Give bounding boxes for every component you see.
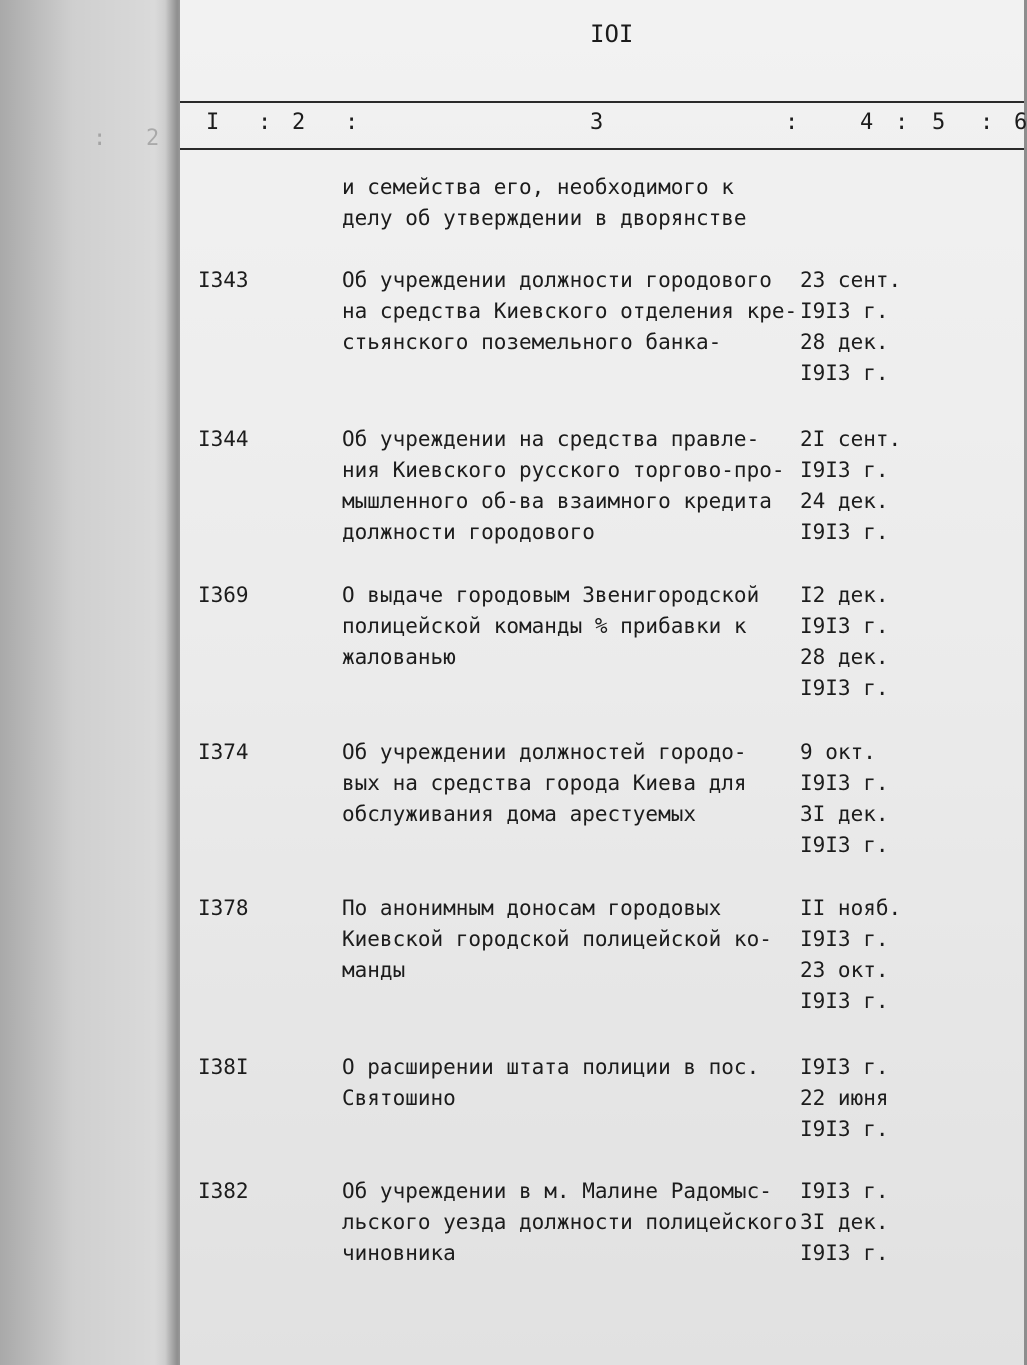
date-line: I9I3 г. [800,1179,889,1203]
column-header-3: 3 [590,110,604,135]
description-line: По анонимным доносам городовых [342,896,722,920]
date-line: 3I дек. [800,1210,889,1234]
description-line: манды [342,958,406,982]
row-number: I378 [198,896,249,920]
description-line: на средства Киевского отделения кре- [342,299,798,323]
date-line: 3I дек. [800,802,889,826]
row-number: I369 [198,583,249,607]
header-rule-top [180,101,1024,103]
header-rule-bottom [180,148,1024,150]
column-header-row [180,110,1027,140]
row-number: I382 [198,1179,249,1203]
date-line: 23 сент. [800,268,902,292]
date-line: I9I3 г. [800,520,889,544]
column-header-sep: : [980,110,994,135]
row-description [342,1052,802,1114]
description-line: чиновника [342,1241,456,1265]
date-line: I2 дек. [800,583,889,607]
description-line: Святошино [342,1086,456,1110]
row-description [342,893,802,986]
description-line: должности городового [342,520,595,544]
date-line: I9I3 г. [800,676,889,700]
row-number: I38I [198,1055,249,1079]
page-number: IOI [590,20,634,48]
date-line: 28 дек. [800,645,889,669]
row-dates [800,424,901,548]
row-description [342,580,802,673]
column-header-sep: : [895,110,909,135]
description-line: обслуживания дома арестуемых [342,802,697,826]
description-line: делу об утверждении в дворянстве [342,206,747,230]
description-line: Об учреждении должности городового [342,268,772,292]
document-page [180,0,1027,1365]
description-line: Об учреждении на средства правле- [342,427,760,451]
date-line: 23 окт. [800,958,889,982]
date-line: I9I3 г. [800,989,889,1013]
description-line: полицейской команды % прибавки к [342,614,747,638]
description-line: и семейства его, необходимого к [342,175,734,199]
date-line: 22 июня [800,1086,889,1110]
description-line: Об учреждении в м. Малине Радомыс- [342,1179,772,1203]
row-number: I374 [198,740,249,764]
row-dates [800,1052,889,1145]
description-line: Киевской городской полицейской ко- [342,927,772,951]
column-header-2: 2 [292,110,306,135]
date-line: I9I3 г. [800,833,889,857]
column-header-sep: : [785,110,799,135]
column-header-4: 4 [860,110,874,135]
date-line: I9I3 г. [800,1117,889,1141]
row-description [342,265,802,358]
date-line: 2I сент. [800,427,902,451]
row-description [342,1176,802,1269]
date-line: I9I3 г. [800,927,889,951]
row-dates [800,893,901,1017]
row-number: I344 [198,427,249,451]
row-number: I343 [198,268,249,292]
left-page [0,0,182,1365]
column-header-6: 6 [1014,110,1027,135]
description-line: Об учреждении должностей городо- [342,740,747,764]
date-line: I9I3 г. [800,1241,889,1265]
column-header-sep: : [258,110,272,135]
date-line: 28 дек. [800,330,889,354]
description-line: ния Киевского русского торгово-про- [342,458,785,482]
description-line: О выдаче городовым Звенигородской [342,583,760,607]
date-line: I9I3 г. [800,299,889,323]
row-dates [800,580,889,704]
row-dates [800,1176,889,1269]
row-dates [800,265,901,389]
date-line: I9I3 г. [800,458,889,482]
date-line: II нояб. [800,896,902,920]
date-line: I9I3 г. [800,771,889,795]
date-line: I9I3 г. [800,1055,889,1079]
description-line: мышленного об-ва взаимного кредита [342,489,772,513]
date-line: 9 окт. [800,740,876,764]
row-description [342,172,802,234]
row-dates [800,737,889,861]
date-line: I9I3 г. [800,361,889,385]
left-page-header: : 2 [92,126,160,151]
description-line: стьянского поземельного банка- [342,330,722,354]
column-header-5: 5 [932,110,946,135]
column-header-sep: : [345,110,359,135]
description-line: вых на средства города Киева для [342,771,747,795]
description-line: жалованью [342,645,456,669]
date-line: 24 дек. [800,489,889,513]
row-description [342,737,802,830]
date-line: I9I3 г. [800,614,889,638]
description-line: О расширении штата полиции в пос. [342,1055,760,1079]
column-header-1: I [206,110,220,135]
description-line: льского уезда должности полицейского [342,1210,798,1234]
row-description [342,424,802,548]
